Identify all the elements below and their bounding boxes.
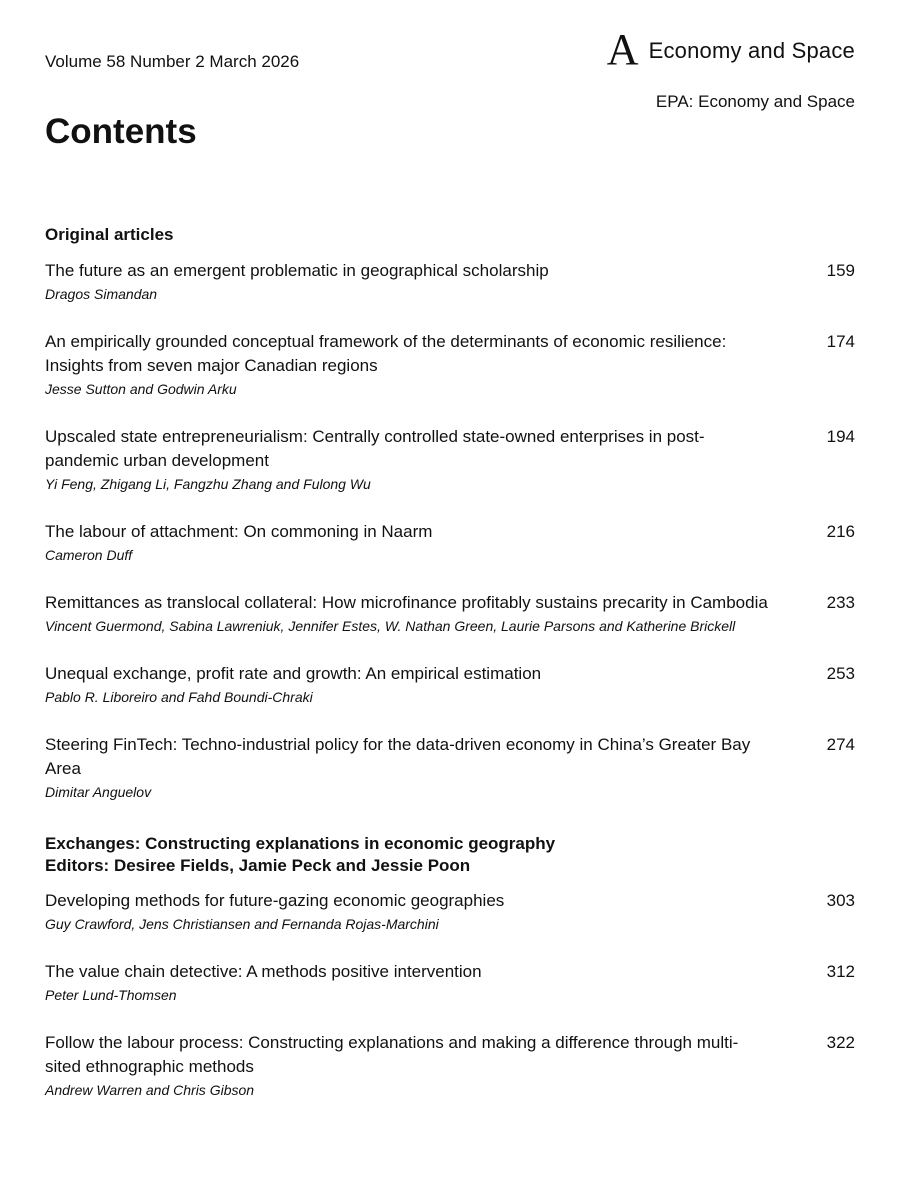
article-authors: Guy Crawford, Jens Christiansen and Fernanda Rojas-Marchini (45, 916, 439, 932)
page-number: 216 (826, 522, 855, 541)
logo-text: Economy and Space (648, 38, 855, 63)
article-title[interactable]: The labour of attachment: On commoning in Naarm (45, 522, 433, 541)
article-title[interactable]: Unequal exchange, profit rate and growth: An empirical estimation (45, 664, 542, 683)
article-title[interactable]: The future as an emergent problematic in geographical scholarship (45, 261, 549, 280)
article-title[interactable]: Developing methods for future-gazing economic geographies (45, 891, 505, 910)
article-title[interactable]: The value chain detective: A methods positive intervention (45, 962, 482, 981)
article-title[interactable]: Upscaled state entrepreneurialism: Centrally controlled state-owned enterprises in post-pandemic urban development (45, 427, 705, 470)
article-authors: Cameron Duff (45, 547, 133, 563)
toc-entry[interactable] (45, 662, 855, 708)
toc-entry[interactable] (45, 1031, 855, 1101)
toc-entry[interactable] (45, 259, 855, 305)
page-number: 253 (826, 664, 855, 683)
article-title[interactable]: Follow the labour process: Constructing explanations and making a difference through multi-sited ethnographic methods (45, 1033, 739, 1076)
table-of-contents (45, 224, 855, 1126)
logo-letter: A (606, 25, 639, 74)
journal-name: EPA: Economy and Space (655, 92, 855, 111)
article-title[interactable]: Remittances as translocal collateral: How microfinance profitably sustains precarity in Cambodia (45, 593, 768, 612)
issue-info: Volume 58 Number 2 March 2026 (45, 52, 300, 71)
article-authors: Jesse Sutton and Godwin Arku (45, 381, 237, 397)
article-title[interactable]: Steering FinTech: Techno-industrial policy for the data-driven economy in China’s Greater Bay Area (45, 735, 751, 778)
section-heading: Exchanges: Constructing explanations in economic geography (45, 834, 556, 853)
article-authors: Dragos Simandan (45, 286, 158, 302)
toc-entry[interactable] (45, 425, 855, 495)
toc-entry[interactable] (45, 591, 855, 637)
toc-entry[interactable] (45, 889, 855, 935)
page-number: 303 (826, 891, 855, 910)
page-number: 322 (826, 1033, 855, 1052)
page-title: Contents (45, 112, 197, 151)
toc-entry[interactable] (45, 330, 855, 400)
article-title[interactable]: An empirically grounded conceptual framework of the determinants of economic resilience: Insights from seven major Canadian regions (45, 332, 727, 375)
page-number: 174 (826, 332, 855, 351)
page-number: 274 (826, 735, 855, 754)
article-authors: Yi Feng, Zhigang Li, Fangzhu Zhang and Fulong Wu (45, 476, 371, 492)
journal-logo (606, 25, 855, 74)
toc-entry[interactable] (45, 960, 855, 1006)
toc-entry[interactable] (45, 733, 855, 803)
article-authors: Dimitar Anguelov (45, 784, 152, 800)
article-authors: Andrew Warren and Chris Gibson (45, 1082, 255, 1098)
article-authors: Pablo R. Liboreiro and Fahd Boundi-Chraki (45, 689, 313, 705)
page-number: 233 (826, 593, 855, 612)
section-editors: Editors: Desiree Fields, Jamie Peck and Jessie Poon (45, 856, 471, 875)
article-authors: Peter Lund-Thomsen (45, 987, 177, 1003)
page-number: 159 (826, 261, 855, 280)
page-number: 312 (826, 962, 855, 981)
page-number: 194 (826, 427, 855, 446)
toc-entry[interactable] (45, 520, 855, 566)
section-heading: Original articles (45, 225, 174, 244)
article-authors: Vincent Guermond, Sabina Lawreniuk, Jennifer Estes, W. Nathan Green, Laurie Parsons and Katherine Brickell (45, 618, 736, 634)
